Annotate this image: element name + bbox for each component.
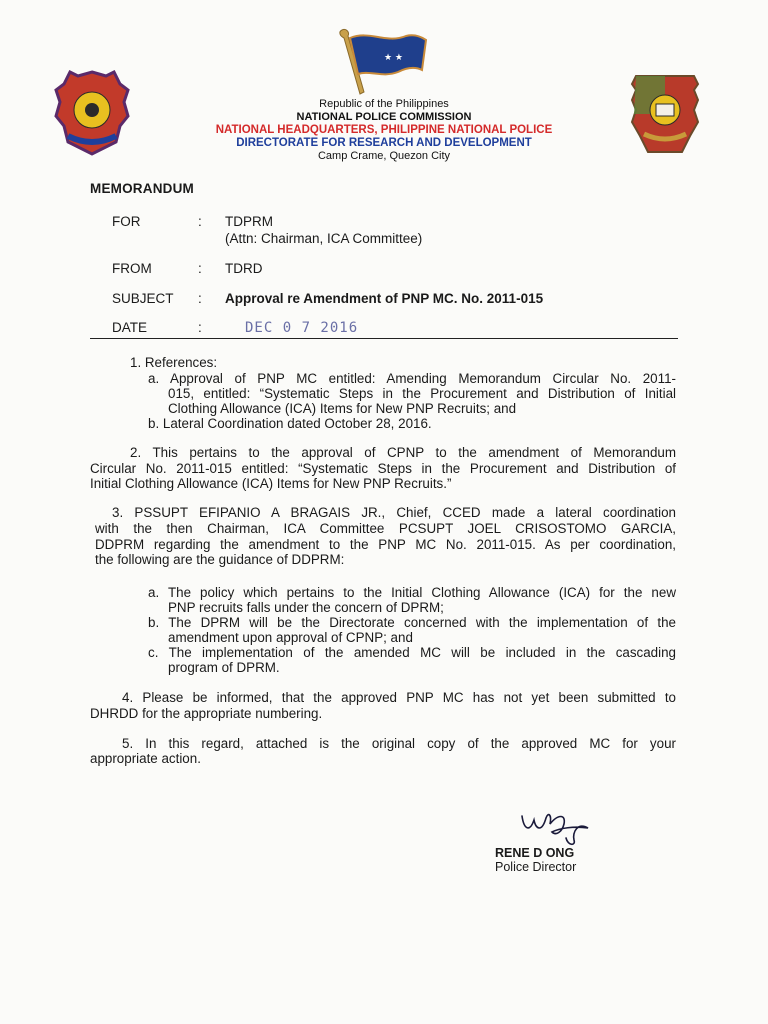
p5-line2: appropriate action.	[90, 751, 201, 766]
p5-line1: 5. In this regard, attached is the original copy of the approved MC for your	[122, 736, 676, 751]
for-label: FOR	[112, 214, 141, 229]
from-value: TDRD	[225, 261, 263, 276]
p2-line1: 2. This pertains to the approval of CPNP to the amendment of Memorandum	[130, 445, 676, 460]
p3-a-line2: PNP recruits falls under the concern of DPRM;	[168, 600, 444, 615]
header-address: Camp Crame, Quezon City	[317, 150, 451, 162]
p3-line4: the following are the guidance of DDPRM:	[95, 552, 345, 567]
signatory-title: Police Director	[495, 860, 577, 874]
p3-c-line1: c. The implementation of the amended MC will be included in the cascading	[148, 645, 676, 660]
for-value: TDPRM	[225, 214, 273, 229]
subject-colon: :	[198, 291, 202, 306]
date-stamp: DEC 0 7 2016	[245, 320, 359, 336]
p1-a-line1: a. Approval of PNP MC entitled: Amending Memorandum Circular No. 2011-	[148, 371, 676, 386]
subject-label: SUBJECT	[112, 291, 174, 306]
p3-a-line1: a. The policy which pertains to the Initial Clothing Allowance (ICA) for the new	[148, 585, 676, 600]
p1-lead: 1. References:	[130, 355, 218, 370]
p4-line2: DHRDD for the appropriate numbering.	[90, 706, 323, 721]
header-directorate: DIRECTORATE FOR RESEARCH AND DEVELOPMENT	[236, 137, 532, 149]
p3-b-line1: b. The DPRM will be the Directorate concerned with the implementation of the	[148, 615, 676, 630]
p1-a-line3: Clothing Allowance (ICA) Items for New PNP Recruits; and	[168, 401, 517, 416]
date-colon: :	[198, 320, 202, 335]
p2-line2: Circular No. 2011-015 entitled: “Systematic Steps in the Procurement and Distribution of	[90, 461, 676, 476]
for-attn: (Attn: Chairman, ICA Committee)	[225, 231, 423, 246]
p3-b-line2: amendment upon approval of CPNP; and	[168, 630, 413, 645]
date-label: DATE	[112, 320, 148, 335]
signature-scribble	[512, 802, 602, 846]
header-divider	[90, 338, 678, 339]
for-colon: :	[198, 214, 202, 229]
p2-line3: Initial Clothing Allowance (ICA) Items for New PNP Recruits.”	[90, 476, 452, 491]
p1-a-line2: 015, entitled: “Systematic Steps in the Procurement and Distribution of Initial	[168, 386, 676, 401]
two-star-flag-icon	[336, 26, 432, 98]
memo-title: MEMORANDUM	[90, 181, 194, 196]
p3-c-line2: program of DPRM.	[168, 660, 280, 675]
from-label: FROM	[112, 261, 152, 276]
p1-b: b. Lateral Coordination dated October 28, 2016.	[148, 416, 432, 431]
p3-line1: 3. PSSUPT EFIPANIO A BRAGAIS JR., Chief, CCED made a lateral coordination	[112, 505, 676, 520]
header-commission: NATIONAL POLICE COMMISSION	[296, 111, 472, 123]
subject-value: Approval re Amendment of PNP MC. No. 2011-015	[225, 291, 544, 306]
p3-line2: with the then Chairman, ICA Committee PCSUPT JOEL CRISOSTOMO GARCIA,	[95, 521, 676, 536]
p3-line3: DDPRM regarding the amendment to the PNP MC No. 2011-015. As per coordination,	[95, 537, 676, 552]
signatory-name: RENE D ONG	[495, 846, 575, 860]
from-colon: :	[198, 261, 202, 276]
header-headquarters: NATIONAL HEADQUARTERS, PHILIPPINE NATIONAL POLICE	[215, 124, 553, 136]
p4-line1: 4. Please be informed, that the approved PNP MC has not yet been submitted to	[122, 690, 676, 705]
svg-text:★ ★: ★ ★	[384, 53, 403, 63]
header-republic: Republic of the Philippines	[319, 98, 449, 110]
